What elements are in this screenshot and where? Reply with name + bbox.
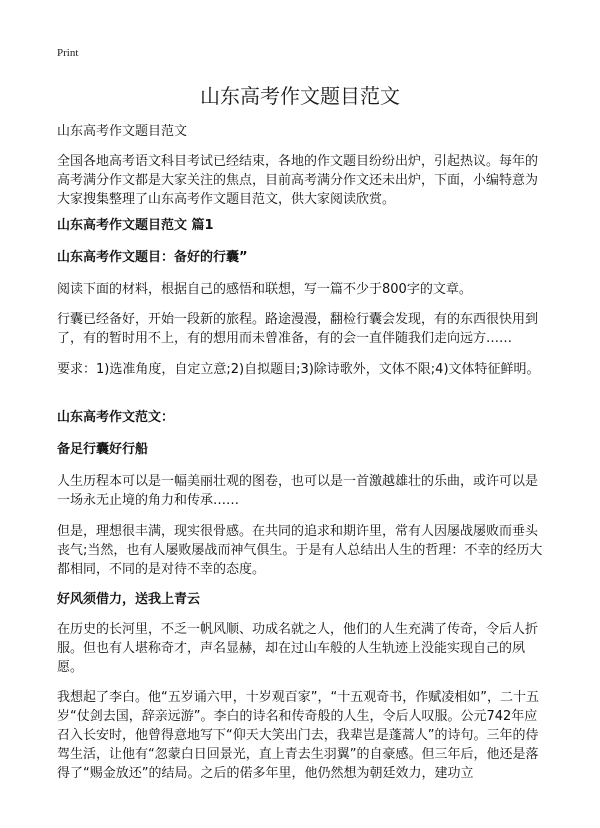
essay-heading: 山东高考作文范文： [57, 410, 175, 425]
print-link[interactable]: Print [57, 47, 79, 59]
essay-paragraph: 在历史的长河里，不乏一帆风顺、功成名就之人，他们的人生充满了传奇，令后人折服。但也有人堪称奇才，声名显赫，却在过山车般的人生轨迹上没能实现自己的夙愿。 [57, 622, 539, 675]
requirements-paragraph: 要求：1)选准角度，自定立意;2)自拟题目;3)除诗歌外，文体不限;4)文体特征鲜明。 [57, 362, 540, 377]
section-heading: 山东高考作文题目范文 篇1 [57, 218, 214, 233]
essay-paragraph: 人生历程本可以是一幅美丽壮观的图卷，也可以是一首激越雄壮的乐曲，或许可以是一场永无止境的角力和传承…… [57, 474, 539, 508]
document-subtitle: 山东高考作文题目范文 [57, 124, 188, 139]
essay-subheading: 好风须借力，送我上青云 [57, 592, 201, 607]
intro-paragraph: 全国各地高考语文科目考试已经结束，各地的作文题目纷纷出炉，引起热议。每年的高考满分作文都是大家关注的焦点，目前高考满分作文还未出炉，下面，小编特意为大家搜集整理了山东高考作文题目范文，供大家阅读欣赏。 [57, 154, 539, 207]
essay-paragraph: 但是，理想很丰满，现实很骨感。在共同的追求和期许里，常有人因屡战屡败而垂头丧气;当然，也有人屡败屡战而神气俱生。于是有人总结出人生的哲理：不幸的经历大都相同，不同的是对待不幸的态度。 [57, 524, 543, 577]
prompt-heading: 山东高考作文题目：备好的行囊” [57, 250, 248, 265]
essay-title: 备足行囊好行船 [57, 442, 149, 457]
essay-paragraph: 我想起了李白。他“五岁诵六甲，十岁观百家”，“十五观奇书，作赋凌相如”，二十五岁“仗剑去国，辞亲远游”。李白的诗名和传奇般的人生，令后人叹服。公元742年应召入长安时，他曾得意地写下“仰天大笑出门去，我辈岂是蓬蒿人”的诗句。三年的侍驾生活，让他有“忽蒙白日回景光，直上青去生羽翼”的自豪感。但三年后，他还是落得了“赐金放还”的结局。之后的偌多年里，他仍然想为朝廷效力，建功立 [57, 690, 539, 781]
prompt-material: 行囊已经备好，开始一段新的旅程。路途漫漫，翻检行囊会发现，有的东西很快用到了，有的暂时用不上，有的想用而未曾准备，有的会一直伴随我们走向远方…… [57, 312, 539, 346]
prompt-instruction: 阅读下面的材料，根据自己的感悟和联想，写一篇不少于800字的文章。 [57, 282, 472, 297]
page-title: 山东高考作文题目范文 [200, 84, 400, 108]
